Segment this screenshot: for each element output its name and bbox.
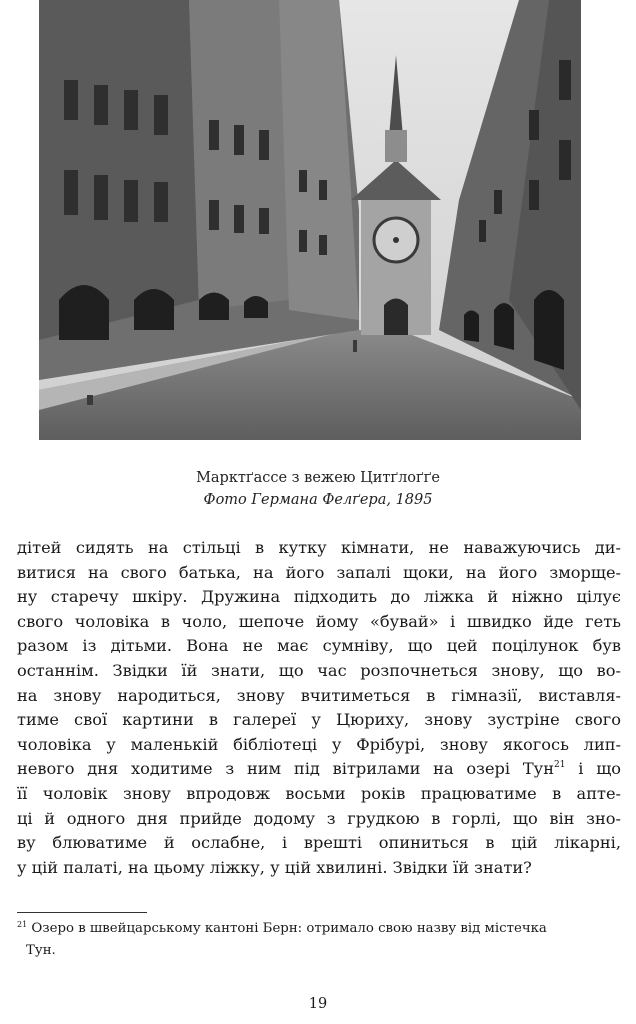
footnote-text-continued: Тун. [26,943,56,958]
body-line: чоловіка у маленькій бібліотеці у Фрібурі, знову якогось лип- [17,734,621,754]
body-line: останнім. Звідки їй знати, що час розпочнеться знову, що во- [17,660,621,680]
body-line: витися на свого батька, на його запалі щоки, на його зморще- [17,562,621,582]
footnote [17,918,617,962]
body-line: ву блюватиме й ослабне, і врешті опиниться в цій лікарні, [17,833,621,853]
footnote-text: Озеро в швейцарському кантоні Берн: отримало свою назву від містечка [31,921,547,936]
body-line-with-footnote [17,757,621,782]
body-line: свого чоловіка в чоло, шепоче йому «бувай» і швидко йде геть [17,611,621,631]
body-line: дітей сидять на стільці в кутку кімнати, не наважуючись ди- [17,538,621,557]
body-line-tail: і що [565,759,621,779]
footnote-reference[interactable]: 21 [553,760,566,771]
body-line: тиме свої картини в галереї у Цюриху, знову зустріне свого [17,710,621,730]
street-photograph [39,0,581,440]
figure-caption-credit: Фото Германа Фелґера, 1895 [203,492,433,508]
body-line: ці й одного дня прийде додому з грудкою в горлі, що він зно- [17,808,621,828]
footnote-divider [17,912,147,913]
figure-caption-title: Марктґассе з вежею Цитґлоґґе [196,470,440,486]
footnote-marker: 21 [17,920,28,929]
body-line: ну старечу шкіру. Дружина підходить до ліжка й ніжно цілує [17,587,621,607]
body-line: її чоловік знову впродовж восьми років працюватиме в апте- [17,783,621,803]
body-line: разом із дітьми. Вона не має сумніву, що цей поцілунок був [17,636,621,656]
body-paragraph [17,536,621,880]
page-number: 19 [308,996,328,1012]
body-line: на знову народиться, знову вчитиметься в гімназії, виставля- [17,685,621,705]
body-line: у цій палаті, на цьому ліжку, у цій хвилині. Звідки їй знати? [17,857,532,877]
body-line-text: невого дня ходитиме з ним під вітрилами на озері Тун [17,759,554,779]
